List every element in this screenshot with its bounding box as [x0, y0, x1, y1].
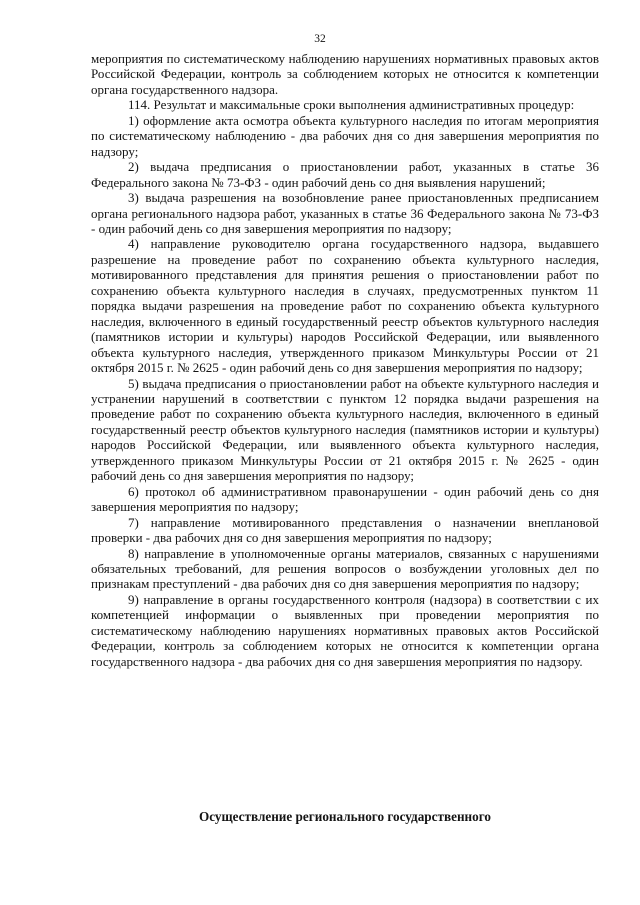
page-number: 32 — [314, 33, 326, 45]
paragraph-continuation: мероприятия по систематическому наблюдению нарушениях нормативных правовых актов Российской Федерации, контроль за соблюдением которых не относится к компетенции органа государственного надзора. — [91, 51, 599, 97]
paragraph-clause-114: 114. Результат и максимальные сроки выполнения административных процедур: — [128, 97, 575, 113]
list-item-7: 7) направление мотивированного представления о назначении внеплановой проверки - два рабочих дня со дня завершения мероприятия по надзору; — [91, 514, 599, 546]
section-heading: Осуществление регионального государственного — [199, 809, 491, 824]
list-item-6: 6) протокол об административном правонарушении - один рабочий день со дня завершения мероприятия по надзору; — [91, 483, 599, 515]
list-item-1: 1) оформление акта осмотра объекта культурного наследия по итогам мероприятия по систематическому наблюдению - два рабочих дня со дня завершения мероприятия по надзору; — [91, 112, 599, 159]
list-item-5: 5) выдача предписания о приостановлении работ на объекте культурного наследия и устранении нарушений в соответствии с пунктом 12 порядка выдачи разрешения на проведение работ по сохранению объекта культурного наследия, включенного в единый государственный реестр объектов культурного наследия (памятников истории и культуры) народов Российской Федерации, или выявленного объекта культурного наследия, утвержденного приказом Минкультуры России от 21 октября 2015 г. № 2625 - один рабочий день со дня завершения мероприятия по надзору; — [91, 375, 599, 484]
list-item-2: 2) выдача предписания о приостановлении работ, указанных в статье 36 Федерального закона № 73-ФЗ - один рабочий день со дня выявления нарушений; — [91, 159, 599, 190]
document-body — [91, 51, 599, 669]
list-item-9: 9) направление в органы государственного контроля (надзора) в соответствии с их компетенцией информации о выявленных при проведении мероприятия по систематическому наблюдению нарушениях нормативных правовых актов Российской Федерации, контроль за соблюдением которых не относится к компетенции органа государственного надзора - два рабочих дня со дня завершения мероприятия по надзору. — [91, 591, 599, 669]
list-item-4: 4) направление руководителю органа государственного надзора, выдавшего разрешение на проведение работ по сохранению объекта культурного наследия, мотивированного представления для принятия решения о приостановлении работ по сохранению объекта культурного наследия в случаях, предусмотренных пунктом 11 порядка выдачи разрешения на проведение работ по сохранению объекта культурного наследия, включенного в единый государственный реестр объектов культурного наследия (памятников истории и культуры) народов Российской Федерации, или выявленного объекта культурного наследия, утвержденного приказом Минкультуры России от 21 октября 2015 г. № 2625 - один рабочий день со дня завершения мероприятия по надзору; — [91, 236, 599, 376]
list-item-8: 8) направление в уполномоченные органы материалов, связанных с нарушениями обязательных требований, для решения вопросов о возбуждении уголовных дел по признакам преступлений - два рабочих дня со дня завершения мероприятия по надзору; — [91, 545, 599, 592]
list-item-3: 3) выдача разрешения на возобновление ранее приостановленных предписанием органа регионального надзора работ, указанных в статье 36 Федерального закона № 73-ФЗ - один рабочий день со дня завершения мероприятия по надзору; — [91, 190, 599, 236]
